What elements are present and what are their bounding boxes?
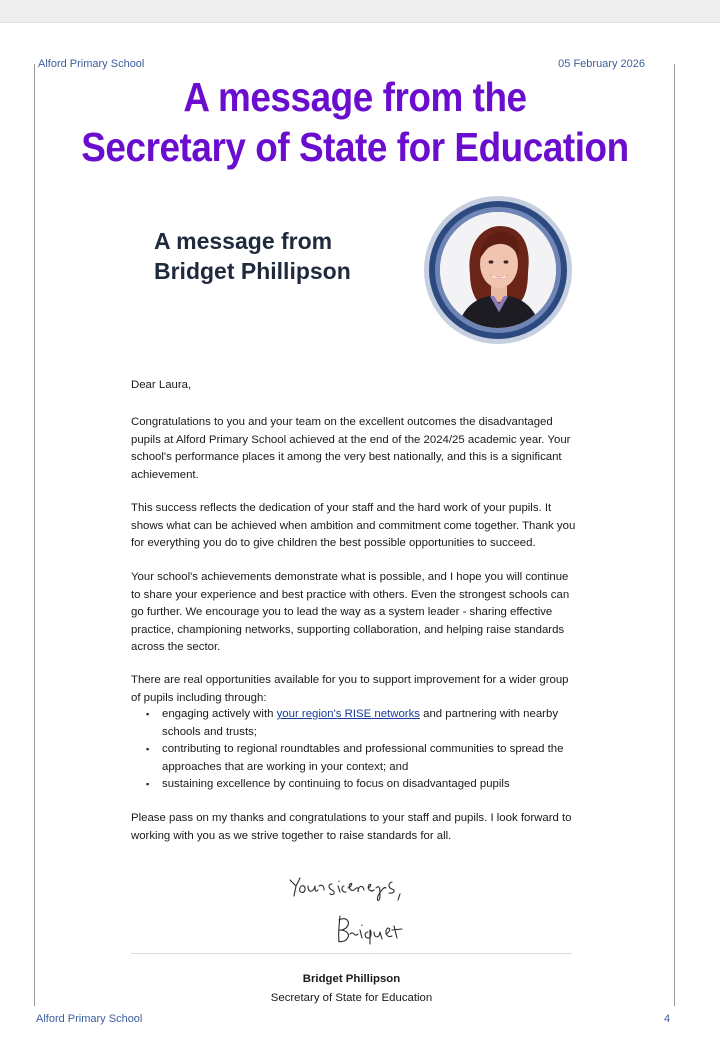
bullet-icon: ▪ (146, 709, 150, 719)
letter-paragraph-3 (131, 569, 576, 657)
opportunities-list (131, 706, 576, 794)
paragraph-4-text: There are real opportunities available for you to support improvement for a wider group of pupils including through: (131, 674, 569, 704)
letter-paragraph-1 (131, 414, 576, 484)
person-portrait-icon (440, 212, 556, 328)
bullet-3-text: sustaining excellence by continuing to focus on disadvantaged pupils (162, 778, 510, 790)
list-item (131, 776, 576, 794)
list-item (131, 706, 576, 741)
signer-name: Bridget Phillipson (302, 973, 401, 985)
page-border-right (674, 64, 675, 1006)
bullet-1-text-after: and partnering with nearby schools and trusts; (162, 708, 559, 738)
page-title (72, 72, 639, 172)
handwritten-signoff (288, 872, 418, 906)
portrait-photo (424, 196, 572, 344)
footer-school-name: Alford Primary School (36, 1013, 143, 1025)
handwritten-signature (334, 912, 418, 946)
bullet-icon: ▪ (146, 779, 150, 789)
signer-role: Secretary of State for Education (270, 992, 433, 1004)
header-date: 05 February 2026 (558, 58, 645, 70)
rise-networks-link[interactable]: your region's RISE networks (276, 708, 420, 720)
signature-divider (131, 953, 572, 954)
signoff-text: Yours sincerely, (288, 872, 295, 873)
page-border-left (34, 64, 35, 1006)
letter-paragraph-2 (131, 500, 576, 553)
page-title-line-1: A message from the (183, 74, 527, 120)
letter-paragraph-4 (131, 672, 576, 707)
bullet-2-text: contributing to regional roundtables and professional communities to spread the approaches that are working in your context; and (162, 743, 564, 773)
subheading-line-2: Bridget Phillipson (154, 258, 351, 284)
bullet-1-text-before: engaging actively with (162, 708, 277, 720)
list-item (131, 741, 576, 776)
subheading-line-1: A message from (154, 228, 333, 254)
portrait-image (440, 212, 556, 328)
letter-paragraph-5 (131, 810, 576, 845)
footer-page-number: 4 (664, 1013, 671, 1025)
paragraph-1-text: Congratulations to you and your team on the excellent outcomes the disadvantaged pupils at Alford Primary School achieved at the end of the 2024/25 academic year. Your school's performance places it among the very best nationally, and this is a significant achievement. (131, 416, 571, 481)
paragraph-5-text: Please pass on my thanks and congratulations to your staff and pupils. I look forward to working with you as we strive together to raise standards for all. (131, 812, 572, 842)
letter-subheading (154, 226, 351, 286)
bullet-icon: ▪ (146, 744, 150, 754)
letter-greeting: Dear Laura, (131, 379, 192, 391)
page-title-line-2: Secretary of State for Education (81, 124, 629, 170)
paragraph-2-text: This success reflects the dedication of your staff and the hard work of your pupils. It shows what can be achieved when ambition and commitment come together. Thank you for everything you do to give children the best possible opportunities to succeed. (131, 502, 576, 549)
browser-top-bar (0, 0, 720, 23)
header-school-name: Alford Primary School (38, 58, 145, 70)
paragraph-3-text: Your school's achievements demonstrate what is possible, and I hope you will continue to share your experience and best practice with others. Even the strongest schools can go further. We encourage you to lead the way as a system leader - sharing effective practice, championing networks, supporting collaboration, and helping raise standards across the sector. (131, 571, 570, 653)
